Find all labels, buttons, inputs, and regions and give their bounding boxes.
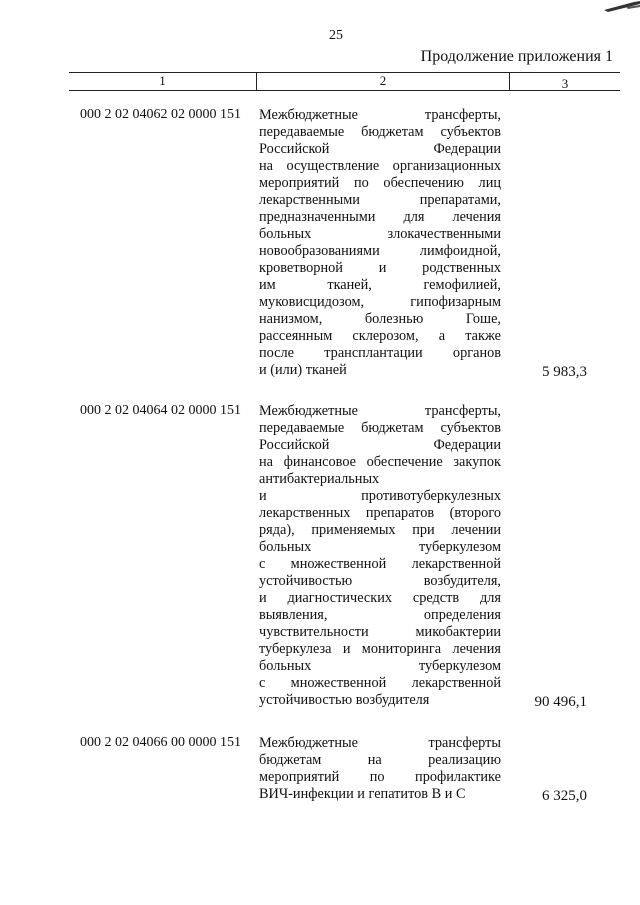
description-line: ВИЧ-инфекции и гепатитов В и С [259, 786, 466, 802]
row-amount: 90 496,1 [534, 694, 587, 710]
column-header-3: 3 [561, 76, 569, 91]
description-line: Межбюджетные трансферты, [259, 403, 501, 419]
column-header-1: 1 [159, 73, 166, 88]
row-description [259, 735, 501, 803]
description-line: рассеянным склерозом, а также [259, 328, 501, 344]
row-description [259, 107, 501, 379]
description-line: Российской Федерации [259, 437, 501, 453]
description-line: с множественной лекарственной [259, 556, 501, 572]
page-number: 25 [329, 28, 343, 43]
description-line: мероприятий по обеспечению лиц [259, 175, 501, 191]
description-line: муковисцидозом, гипофизарным [259, 294, 501, 310]
description-line: Межбюджетные трансферты [259, 735, 501, 751]
description-line: на финансовое обеспечение закупок [259, 454, 501, 470]
description-line: бюджетам на реализацию [259, 752, 501, 768]
description-line: новообразованиями лимфоидной, [259, 243, 501, 259]
row-amount: 6 325,0 [542, 788, 587, 804]
description-line: туберкулеза и мониторинга лечения [259, 641, 501, 657]
description-line: антибактериальных [259, 471, 380, 487]
description-line: передаваемые бюджетам субъектов [259, 124, 501, 140]
description-line: им тканей, гемофилией, [259, 277, 501, 293]
budget-code: 000 2 02 04062 02 0000 151 [80, 107, 241, 122]
description-line: лекарственных препаратов (второго [259, 505, 501, 521]
description-line: с множественной лекарственной [259, 675, 501, 691]
description-line: Российской Федерации [259, 141, 501, 157]
description-line: больных туберкулезом [259, 539, 501, 555]
description-line: после трансплантации органов [259, 345, 501, 361]
column-header-2: 2 [379, 73, 387, 88]
scan-corner-mark [600, 0, 640, 16]
description-line: выявления, определения [259, 607, 501, 623]
description-line: и противотуберкулезных [259, 488, 501, 504]
description-line: мероприятий по профилактике [259, 769, 501, 785]
description-line: устойчивостью возбудителя, [259, 573, 501, 589]
description-line: лекарственными препаратами, [259, 192, 501, 208]
description-line: больных злокачественными [259, 226, 501, 242]
budget-code: 000 2 02 04066 00 0000 151 [80, 735, 241, 750]
description-line: устойчивостью возбудителя [259, 692, 430, 708]
description-line: предназначенными для лечения [259, 209, 501, 225]
budget-code: 000 2 02 04064 02 0000 151 [80, 403, 241, 418]
description-line: и диагностических средств для [259, 590, 501, 606]
description-line: на осуществление организационных [259, 158, 501, 174]
description-line: кроветворной и родственных [259, 260, 501, 276]
table-header [69, 72, 620, 92]
description-line: ряда), применяемых при лечении [259, 522, 501, 538]
description-line: нанизмом, болезнью Гоше, [259, 311, 501, 327]
row-description [259, 403, 501, 709]
description-line: и (или) тканей [259, 362, 347, 378]
continuation-caption: Продолжение приложения 1 [420, 48, 613, 65]
description-line: больных туберкулезом [259, 658, 501, 674]
description-line: передаваемые бюджетам субъектов [259, 420, 501, 436]
description-line: чувствительности микобактерии [259, 624, 501, 640]
description-line: Межбюджетные трансферты, [259, 107, 501, 123]
row-amount: 5 983,3 [542, 364, 587, 380]
